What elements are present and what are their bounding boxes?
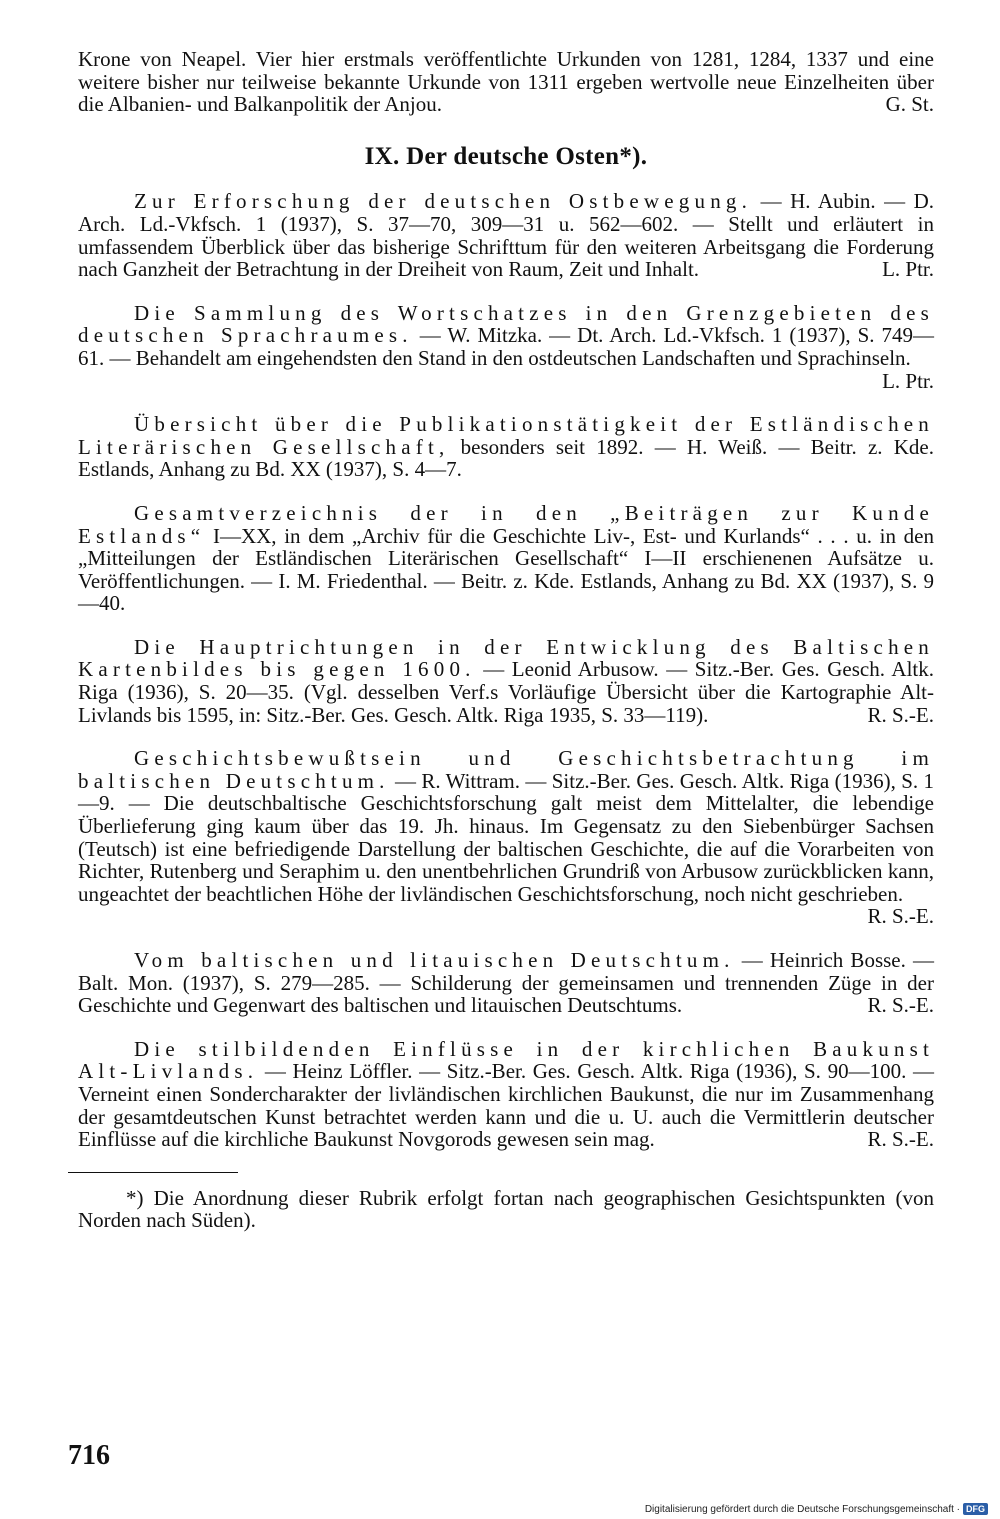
entry-signature: R. S.-E. xyxy=(867,993,934,1018)
entry-2 xyxy=(78,302,934,392)
entry-title: Zur Erforschung der deutschen Ostbewegung. xyxy=(134,189,753,214)
entry-1 xyxy=(78,190,934,280)
entry-signature: R. S.-E. xyxy=(867,1127,934,1152)
intro-paragraph xyxy=(78,48,934,116)
entry-7 xyxy=(78,949,934,1017)
entry-text: — R. Wittram. — Sitz.-Ber. Ges. Gesch. Altk. Riga (1936), S. 1—9. — Die deutschbaltische Geschichtsforschung galt meist dem Mittelalter, die lebendige Überlieferung ging kaum über das 19. Jh. hinaus. Im Gegensatz zu den Siebenbürger Sachsen (Teutsch) ist eine befriedigende Darstellung der baltischen Geschichte, die auf die Vorarbeiten von Richter, Rutenberg und Seraphim u. den unentbehrlichen Grundriß von Arbusow zurückblicken kann, ungeachtet der beachtlichen Höhe der livländischen Geschichtsforschung, noch nicht geschrieben. xyxy=(78,768,934,906)
page-number: 716 xyxy=(68,1440,110,1471)
entry-title: Die stilbildenden Einflüsse in der kirchlichen Baukunst Alt-Livlands. xyxy=(78,1036,934,1084)
entry-title: Die Sammlung des Wortschatzes in den Grenzgebieten des deutschen Sprachraumes. xyxy=(78,300,934,348)
entry-text: — Heinrich Bosse. — Balt. Mon. (1937), S. 279—285. — Schilderung der gemeinsamen und trennenden Züge in der Geschichte und Gegenwart des baltischen und litauischen Deutschtums. xyxy=(78,948,934,1018)
credit-text: Digitalisierung gefördert durch die Deutsche Forschungsgemeinschaft · xyxy=(644,1503,960,1515)
entry-6 xyxy=(78,747,934,928)
entry-text: I—XX, in dem „Archiv für die Geschichte Liv-, Est- und Kurlands“ . . . u. in den „Mitteilungen der Estländischen Literärischen Gesellschaft“ I—II erschienenen Aufsätze u. Veröffentlichungen. — I. M. Friedenthal. — Beitr. z. Kde. Estlands, Anhang zu Bd. XX (1937), S. 9—40. xyxy=(78,523,935,616)
entry-signature: L. Ptr. xyxy=(882,257,934,282)
entry-3 xyxy=(78,413,934,481)
entry-title: Übersicht über die Publikationstätigkeit der Estländischen Literärischen Gesellschaft, xyxy=(78,412,934,459)
entry-8 xyxy=(78,1038,934,1151)
entry-signature: L. Ptr. xyxy=(882,368,934,393)
intro-signature: G. St. xyxy=(885,92,934,117)
digitization-credit xyxy=(645,1503,988,1515)
intro-text: Krone von Neapel. Vier hier erstmals veröffentlichte Urkunden von 1281, 1284, 1337 und eine weitere bisher nur teilweise bekannte Urkunde von 1311 ergeben wertvolle neue Einzelheiten über die Albanien- und Balkanpolitik der Anjou. xyxy=(78,47,934,117)
entry-text: — Heinz Löffler. — Sitz.-Ber. Ges. Gesch. Altk. Riga (1936), S. 90—100. — Verneint einen Sondercharakter der livländischen kirchlichen Baukunst, die nur im Zusammenhang der gesamtdeutschen Kunst betrachtet werden kann und die u. U. auch die Vermittlerin deutscher Einflüsse auf die kirchliche Baukunst Novgorods gewesen sein mag. xyxy=(78,1059,934,1152)
entry-signature: R. S.-E. xyxy=(867,904,934,929)
entry-4 xyxy=(78,502,934,615)
dfg-logo-icon: DFG xyxy=(963,1503,988,1515)
entry-text: — H. Aubin. — D. Arch. Ld.-Vkfsch. 1 (1937), S. 37—70, 309—31 u. 562—602. — Stellt und erläutert in umfassendem Überblick über das bisherige Schrifttum für den weiteren Arbeitsgang die Forderung nach Ganzheit der Betrachtung in der Dreiheit von Raum, Zeit und Inhalt. xyxy=(78,189,934,282)
entry-text: — W. Mitzka. — Dt. Arch. Ld.-Vkfsch. 1 (1937), S. 749—61. — Behandelt am eingehendsten den Stand in den ostdeutschen Landschaften und Sprachinseln. xyxy=(78,323,934,370)
footnote-divider xyxy=(68,1172,238,1173)
section-heading: IX. Der deutsche Osten*). xyxy=(364,142,648,170)
entry-title: Die Hauptrichtungen in der Entwicklung des Baltischen Kartenbildes bis gegen 1600. xyxy=(78,634,934,682)
entry-text: besonders seit 1892. — H. Weiß. — Beitr. z. Kde. Estlands, Anhang zu Bd. XX (1937), S. 4—7. xyxy=(78,434,934,482)
entry-title: Geschichtsbewußtsein und Geschichtsbetrachtung im baltischen Deutschtum. xyxy=(78,746,934,793)
entry-text: — Leonid Arbusow. — Sitz.-Ber. Ges. Gesch. Altk. Riga (1936), S. 20—35. (Vgl. desselben Verf.s Vorläufige Übersicht über die Kartographie Alt-Livlands bis 1595, in: Sitz.-Ber. Ges. Gesch. Altk. Riga 1935, S. 33—119). xyxy=(78,657,934,727)
entry-title: Gesamtverzeichnis der in den „Beiträgen zur Kunde Estlands“ xyxy=(78,500,934,548)
page-content xyxy=(78,48,934,1232)
entry-signature: R. S.-E. xyxy=(867,702,934,727)
entry-title: Vom baltischen und litauischen Deutschtum. xyxy=(134,948,735,972)
entry-5 xyxy=(78,636,934,726)
footnote: *) Die Anordnung dieser Rubrik erfolgt fortan nach geographischen Gesichtspunkten (von Norden nach Süden). xyxy=(78,1185,934,1233)
